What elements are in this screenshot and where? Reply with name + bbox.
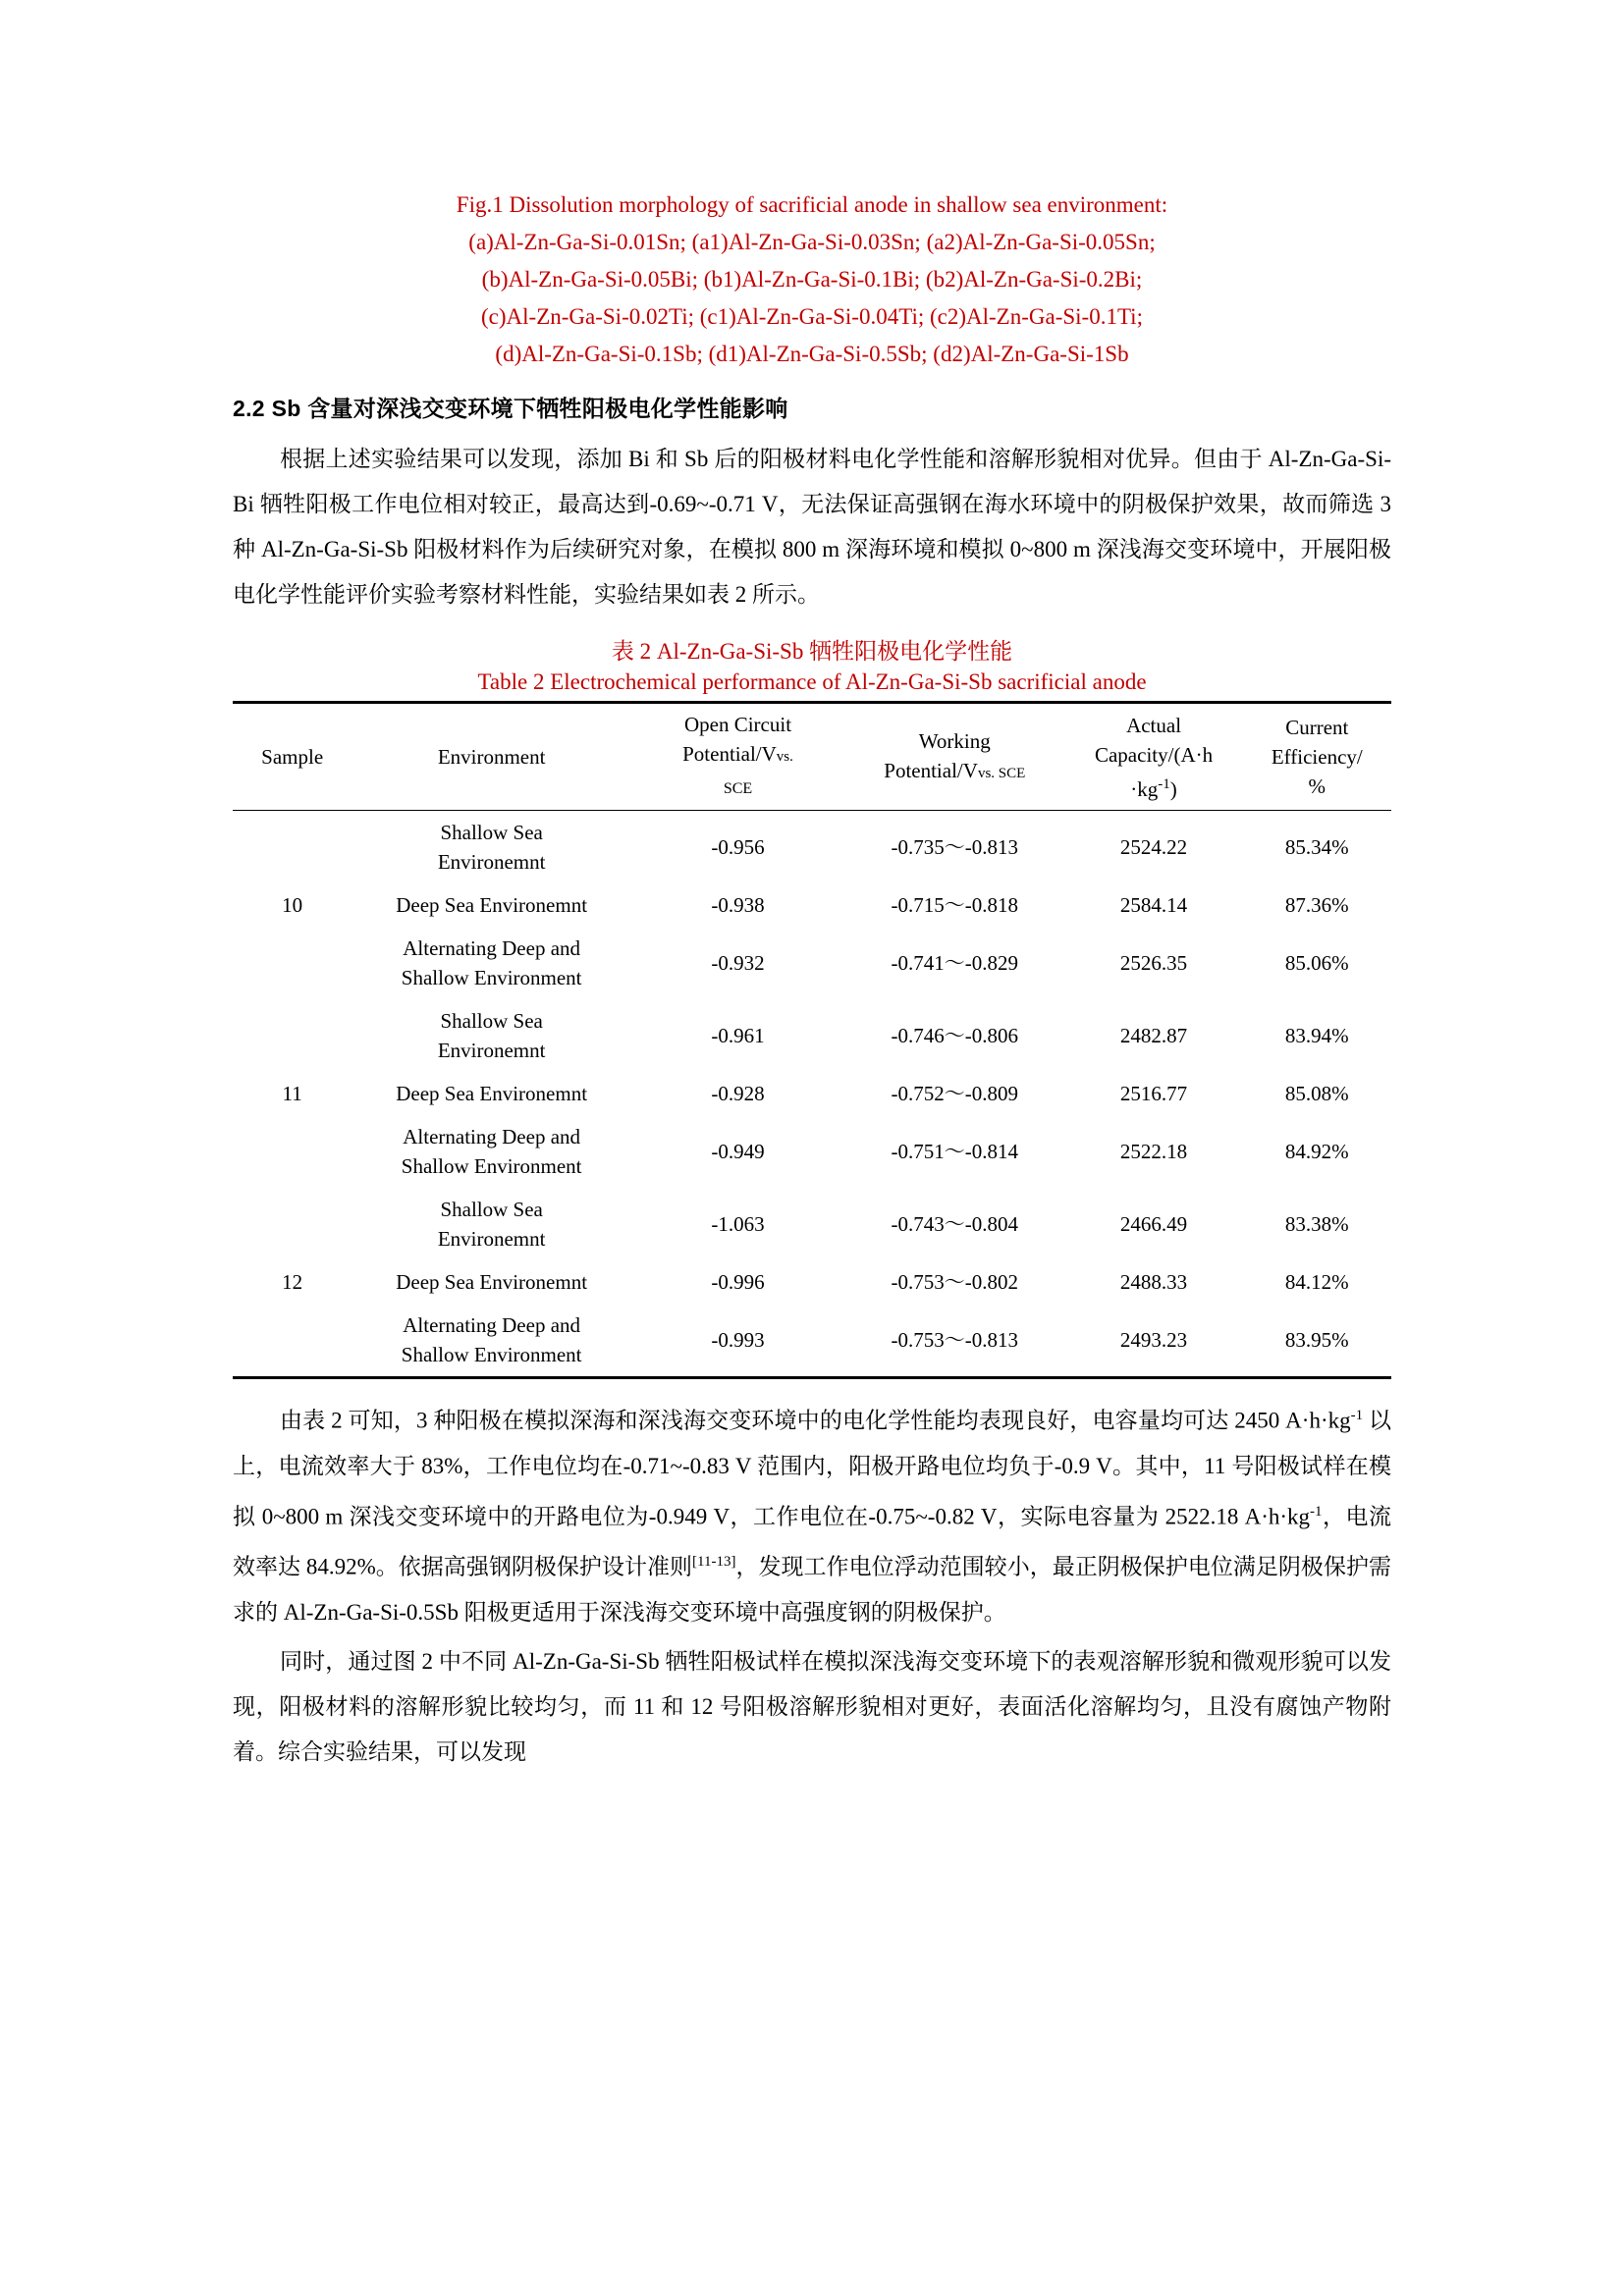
ocp-sub-sce: SCE [723, 780, 753, 797]
cell-ocp: -1.063 [711, 1212, 765, 1236]
cell-environment: Deep Sea Environemnt [396, 893, 588, 917]
body-paragraph-3: 同时，通过图 2 中不同 Al-Zn-Ga-Si-Sb 牺牲阳极试样在模拟深浅海交变环境下的表观溶解形貌和微观形貌可以发现，阳极材料的溶解形貌比较均匀，而 11 和 12 号阳极溶解形貌相对更好，表面活化溶解均匀，且没有腐蚀产物附着。综合实验结果，可以发现 [233, 1648, 1391, 1764]
env-line-2: Environemnt [437, 850, 546, 874]
cell-wp: -0.753～-0.813 [891, 1328, 1019, 1352]
body-paragraph-2 [233, 1393, 1391, 1635]
cell-efficiency: 84.12% [1284, 1270, 1349, 1294]
cell-efficiency: 83.95% [1284, 1328, 1349, 1352]
cell-wp: -0.751～-0.814 [891, 1140, 1019, 1163]
cell-sample: 11 [282, 1082, 302, 1105]
env-line-1: Shallow Sea [440, 1009, 543, 1033]
cell-sample: 10 [282, 893, 303, 917]
section-heading: 2.2 Sb 含量对深浅交变环境下牺牲阳极电化学性能影响 [233, 396, 788, 421]
env-line-1: Shallow Sea [440, 821, 543, 844]
column-header-sample: Sample [261, 745, 324, 769]
wp-sub-vs-sce: vs. SCE [977, 765, 1026, 781]
cell-wp: -0.715～-0.818 [891, 893, 1019, 917]
table-row [233, 811, 1391, 884]
cell-environment [352, 811, 631, 884]
cell-environment [352, 1115, 631, 1188]
cell-wp: -0.746～-0.806 [891, 1024, 1019, 1047]
table-body [233, 811, 1391, 1378]
cell-ocp: -0.928 [711, 1082, 765, 1105]
figure-caption-line-4: (c)Al-Zn-Ga-Si-0.02Ti; (c1)Al-Zn-Ga-Si-0.04Ti; (c2)Al-Zn-Ga-Si-0.1Ti; [481, 304, 1143, 329]
table-row [233, 927, 1391, 999]
cell-ocp: -0.961 [711, 1024, 765, 1047]
body-paragraph-1: 根据上述实验结果可以发现，添加 Bi 和 Sb 后的阳极材料电化学性能和溶解形貌相对优异。但由于 Al-Zn-Ga-Si-Bi 牺牲阳极工作电位相对较正，最高达到-0.69~-0.71 V，无法保证高强钢在海水环境中的阴极保护效果，故而筛选 3 种 Al-Zn-Ga-Si-Sb 阳极材料作为后续研究对象，在模拟 800 m 深海环境和模拟 0~800 m 深浅海交变环境中，开展阳极电化学性能评价实验考察材料性能，实验结果如表 2 所示。 [233, 447, 1391, 607]
ocp-line-1: Open Circuit [683, 713, 792, 736]
table-title-en: Table 2 Electrochemical performance of Al-Zn-Ga-Si-Sb sacrificial anode [477, 669, 1147, 694]
cell-efficiency: 84.92% [1284, 1140, 1349, 1163]
figure-caption-line-2: (a)Al-Zn-Ga-Si-0.01Sn; (a1)Al-Zn-Ga-Si-0.03Sn; (a2)Al-Zn-Ga-Si-0.05Sn; [468, 230, 1156, 254]
cell-ocp: -0.956 [711, 835, 765, 859]
cell-capacity: 2466.49 [1119, 1212, 1188, 1236]
eff-line-1: Current [1285, 716, 1349, 739]
para2-superscript-2: -1 [1310, 1503, 1323, 1520]
figure-caption-line-3: (b)Al-Zn-Ga-Si-0.05Bi; (b1)Al-Zn-Ga-Si-0.1Bi; (b2)Al-Zn-Ga-Si-0.2Bi; [481, 267, 1143, 292]
cell-capacity: 2522.18 [1119, 1140, 1188, 1163]
column-header-open-circuit-potential [631, 703, 844, 811]
column-header-actual-capacity [1065, 703, 1243, 811]
cell-capacity: 2488.33 [1119, 1270, 1188, 1294]
electrochemical-performance-table [233, 701, 1391, 1379]
env-line-2: Environemnt [437, 1227, 546, 1251]
column-header-current-efficiency [1243, 703, 1391, 811]
para2-part-4: ，发现工作电位浮动范围较小，最正阴极保护电位满足阴极保护需求的 Al-Zn-Ga-Si-0.5Sb 阳极更适用于深浅海交变环境中高强度钢的阴极保护。 [233, 1554, 1391, 1625]
figure-caption-line-5: (d)Al-Zn-Ga-Si-0.1Sb; (d1)Al-Zn-Ga-Si-0.5Sb; (d2)Al-Zn-Ga-Si-1Sb [495, 342, 1129, 366]
table-header-row [233, 703, 1391, 811]
cell-efficiency: 87.36% [1284, 893, 1349, 917]
eff-line-2: Efficiency/ [1271, 745, 1363, 769]
table-row [233, 1115, 1391, 1188]
cell-environment [352, 927, 631, 999]
cell-wp: -0.741～-0.829 [891, 951, 1019, 975]
wp-line-2: Potential/V [884, 758, 978, 782]
env-line-1: Alternating Deep and [403, 936, 581, 960]
cell-ocp: -0.993 [711, 1328, 765, 1352]
cell-efficiency: 85.06% [1284, 951, 1349, 975]
cap-sup: -1 [1158, 775, 1170, 792]
cell-wp: -0.752～-0.809 [891, 1082, 1019, 1105]
cell-environment [352, 999, 631, 1072]
cell-wp: -0.743～-0.804 [891, 1212, 1019, 1236]
para2-part-1: 由表 2 可知，3 种阳极在模拟深海和深浅海交变环境中的电化学性能均表现良好，电容量均可达 2450 A·h·kg [280, 1408, 1351, 1433]
env-line-2: Shallow Environment [401, 966, 582, 989]
cell-capacity: 2516.77 [1119, 1082, 1188, 1105]
table-row [233, 1072, 1391, 1115]
cell-efficiency: 83.38% [1284, 1212, 1349, 1236]
column-header-working-potential [844, 703, 1064, 811]
cell-sample: 12 [282, 1270, 303, 1294]
cell-ocp: -0.932 [711, 951, 765, 975]
table-head [233, 703, 1391, 811]
cell-capacity: 2482.87 [1119, 1024, 1188, 1047]
para2-superscript-1: -1 [1350, 1408, 1364, 1423]
ocp-sub-vs: vs. [776, 749, 793, 765]
env-line-2: Shallow Environment [401, 1154, 582, 1178]
page-content [233, 187, 1391, 1779]
column-header-environment: Environment [437, 745, 546, 769]
env-line-1: Alternating Deep and [403, 1313, 581, 1337]
wp-line-1: Working [918, 728, 991, 753]
cap-line-1: Actual [1126, 713, 1182, 737]
table-row [233, 999, 1391, 1072]
para2-part-2: 以上，电流效率大于 83%，工作电位均在-0.71~-0.83 V 范围内，阳极开路电位均负于-0.9 V。其中，11 号阳极试样在模拟 0~800 m 深浅交变环境中的开路电位为-0.949 V，工作电位在-0.75~-0.82 V，实际电容量为 2522.18 A·h·kg [233, 1408, 1392, 1529]
cell-capacity: 2584.14 [1119, 893, 1188, 917]
env-line-1: Alternating Deep and [403, 1125, 581, 1148]
table-row [233, 1304, 1391, 1378]
figure-caption-line-1: Fig.1 Dissolution morphology of sacrificial anode in shallow sea environment: [456, 192, 1168, 217]
cell-ocp: -0.996 [711, 1270, 765, 1294]
cell-capacity: 2493.23 [1119, 1328, 1188, 1352]
cell-efficiency: 85.34% [1284, 835, 1349, 859]
eff-line-3: % [1308, 774, 1326, 798]
env-line-2: Shallow Environment [401, 1343, 582, 1366]
cell-environment: Deep Sea Environemnt [396, 1082, 588, 1105]
table-row [233, 1188, 1391, 1260]
para2-part-3: ，电流效率达 84.92%。依据高强钢阴极保护设计准则 [233, 1504, 1391, 1579]
cell-capacity: 2526.35 [1119, 951, 1188, 975]
env-line-1: Shallow Sea [440, 1198, 543, 1221]
cap-line-3: ·kg [1130, 776, 1159, 801]
cell-efficiency: 85.08% [1284, 1082, 1349, 1105]
cap-close: ) [1169, 776, 1177, 801]
cell-wp: -0.735～-0.813 [891, 835, 1019, 859]
table-row [233, 883, 1391, 927]
cell-environment: Deep Sea Environemnt [396, 1270, 588, 1294]
ocp-line-2: Potential/V [682, 742, 777, 766]
table-title-cn: 表 2 Al-Zn-Ga-Si-Sb 牺牲阳极电化学性能 [611, 639, 1013, 664]
cell-environment [352, 1188, 631, 1260]
cell-environment [352, 1304, 631, 1378]
table-row [233, 1260, 1391, 1304]
cell-wp: -0.753～-0.802 [891, 1270, 1019, 1294]
cell-ocp: -0.938 [711, 893, 765, 917]
cell-capacity: 2524.22 [1119, 835, 1188, 859]
env-line-2: Environemnt [437, 1039, 546, 1062]
citation-reference: [11-13] [692, 1554, 736, 1571]
figure-caption [233, 187, 1391, 373]
cell-efficiency: 83.94% [1284, 1024, 1349, 1047]
cell-ocp: -0.949 [711, 1140, 765, 1163]
cap-line-2: Capacity/(A·h [1094, 742, 1214, 767]
